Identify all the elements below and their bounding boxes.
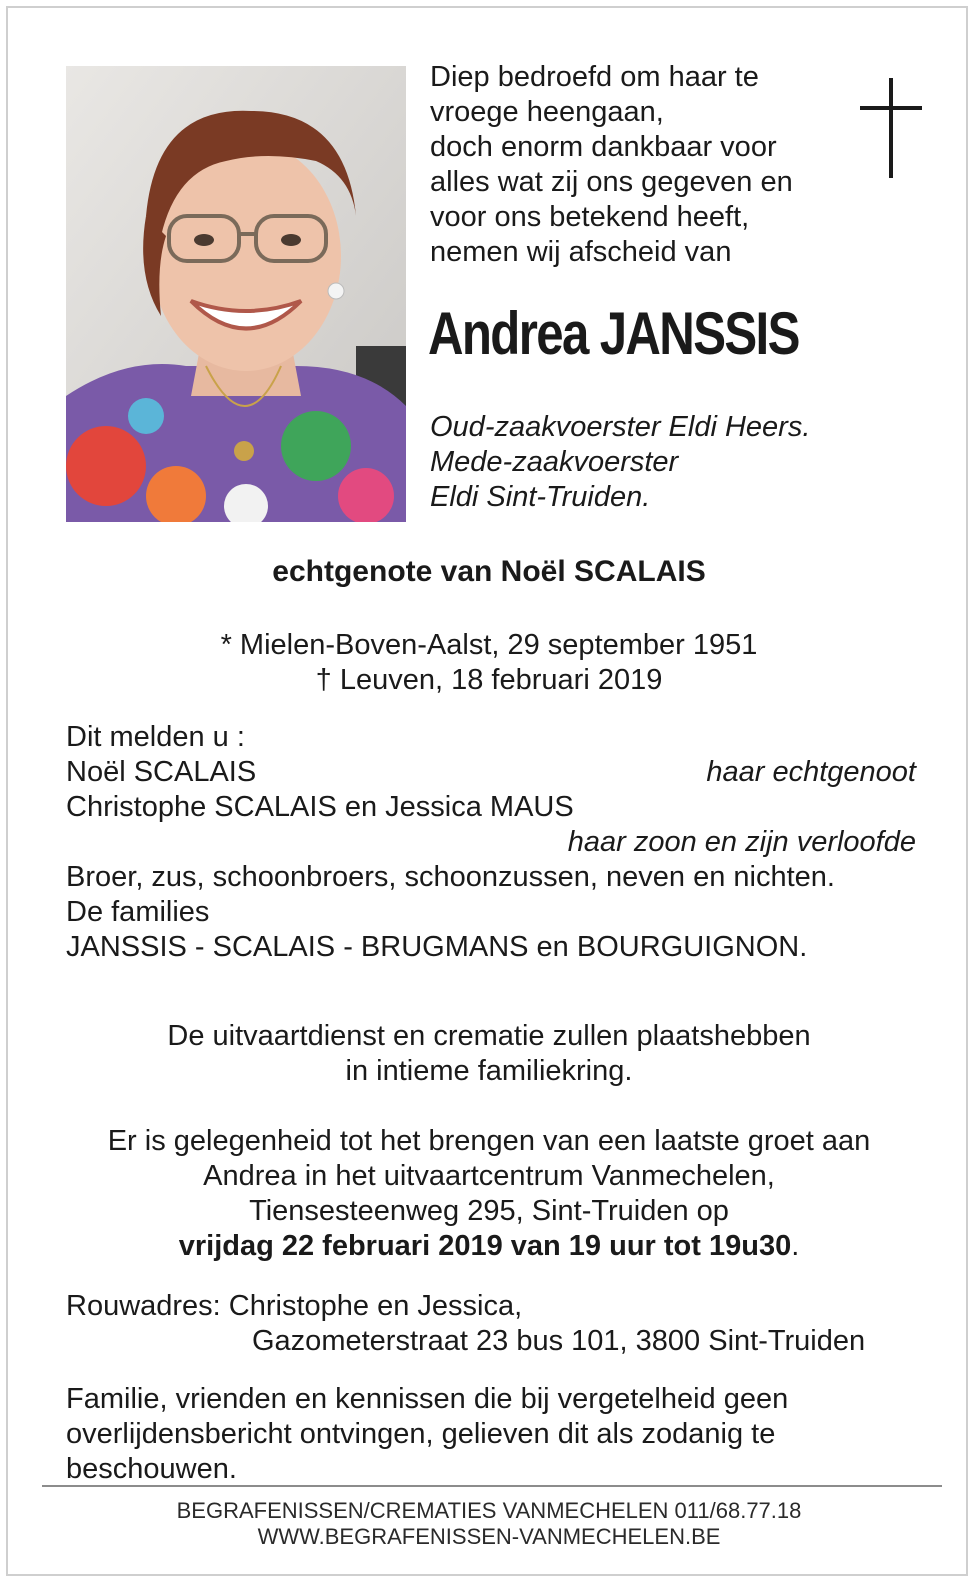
mourning-address (66, 1289, 916, 1359)
notice-line: overlijdensbericht ontvingen, gelieven dit als zodanig te (66, 1418, 776, 1450)
notice-line: beschouwen. (66, 1453, 237, 1485)
roles (430, 410, 810, 515)
obituary-card (6, 6, 968, 1576)
latin-cross-icon (860, 78, 922, 178)
ceremony-text (8, 1019, 970, 1089)
visit-line: Tiensesteenweg 295, Sint-Truiden op (249, 1195, 729, 1227)
footer-divider (42, 1485, 942, 1487)
footer-website: WWW.BEGRAFENISSEN-VANMECHELEN.BE (257, 1524, 721, 1549)
siblings-line: Broer, zus, schoonbroers, schoonzussen, neven en nichten. (66, 861, 835, 893)
ceremony-line: De uitvaartdienst en crematie zullen plaatshebben (167, 1020, 811, 1052)
role-line: Oud-zaakvoerster Eldi Heers. (430, 411, 811, 443)
announcer-row (66, 755, 916, 790)
birth-line: * Mielen-Boven-Aalst, 29 september 1951 (220, 629, 758, 661)
families-heading: De families (66, 896, 210, 928)
life-dates (8, 628, 970, 698)
announcer-name: Noël SCALAIS (66, 756, 257, 788)
spouse-line: echtgenote van Noël SCALAIS (272, 555, 706, 588)
portrait-illustration (66, 66, 406, 522)
visit-datetime (8, 1229, 970, 1264)
visit-datetime-suffix: . (791, 1230, 800, 1262)
address-label-line: Rouwadres: Christophe en Jessica, (66, 1290, 523, 1322)
intro-line: vroege heengaan, (430, 96, 664, 128)
ceremony-line: in intieme familiekring. (345, 1055, 633, 1087)
announcers-section (66, 720, 916, 965)
intro-line: alles wat zij ons gegeven en (430, 166, 793, 198)
intro-text (430, 60, 850, 270)
announcer-relation: haar zoon en zijn verloofde (567, 826, 916, 858)
death-line: † Leuven, 18 februari 2019 (315, 664, 663, 696)
visitation-text (8, 1124, 970, 1264)
announcer-name: Christophe SCALAIS en Jessica MAUS (66, 791, 574, 823)
address-street-line: Gazometerstraat 23 bus 101, 3800 Sint-Truiden (252, 1325, 866, 1357)
announcers-heading: Dit melden u : (66, 721, 245, 753)
announcer-relation: haar echtgenoot (706, 756, 916, 788)
visit-datetime-bold: vrijdag 22 februari 2019 van 19 uur tot 19u30 (178, 1230, 792, 1262)
role-line: Mede-zaakvoerster (430, 446, 679, 478)
intro-line: nemen wij afscheid van (430, 236, 732, 268)
intro-line: voor ons betekend heeft, (430, 201, 750, 233)
notice-text (66, 1382, 916, 1487)
intro-line: doch enorm dankbaar voor (430, 131, 777, 163)
visit-line: Andrea in het uitvaartcentrum Vanmechelen, (203, 1160, 775, 1192)
role-line: Eldi Sint-Truiden. (430, 481, 651, 513)
families-line: JANSSIS - SCALAIS - BRUGMANS en BOURGUIGNON. (66, 931, 808, 963)
deceased-name: Andrea JANSSIS (428, 300, 799, 367)
footer-company: BEGRAFENISSEN/CREMATIES VANMECHELEN 011/68.77.18 (176, 1498, 802, 1523)
notice-line: Familie, vrienden en kennissen die bij vergetelheid geen (66, 1383, 789, 1415)
intro-line: Diep bedroefd om haar te (430, 61, 759, 93)
footer (8, 1498, 970, 1550)
portrait-photo (66, 66, 406, 522)
visit-line: Er is gelegenheid tot het brengen van een laatste groet aan (107, 1125, 871, 1157)
